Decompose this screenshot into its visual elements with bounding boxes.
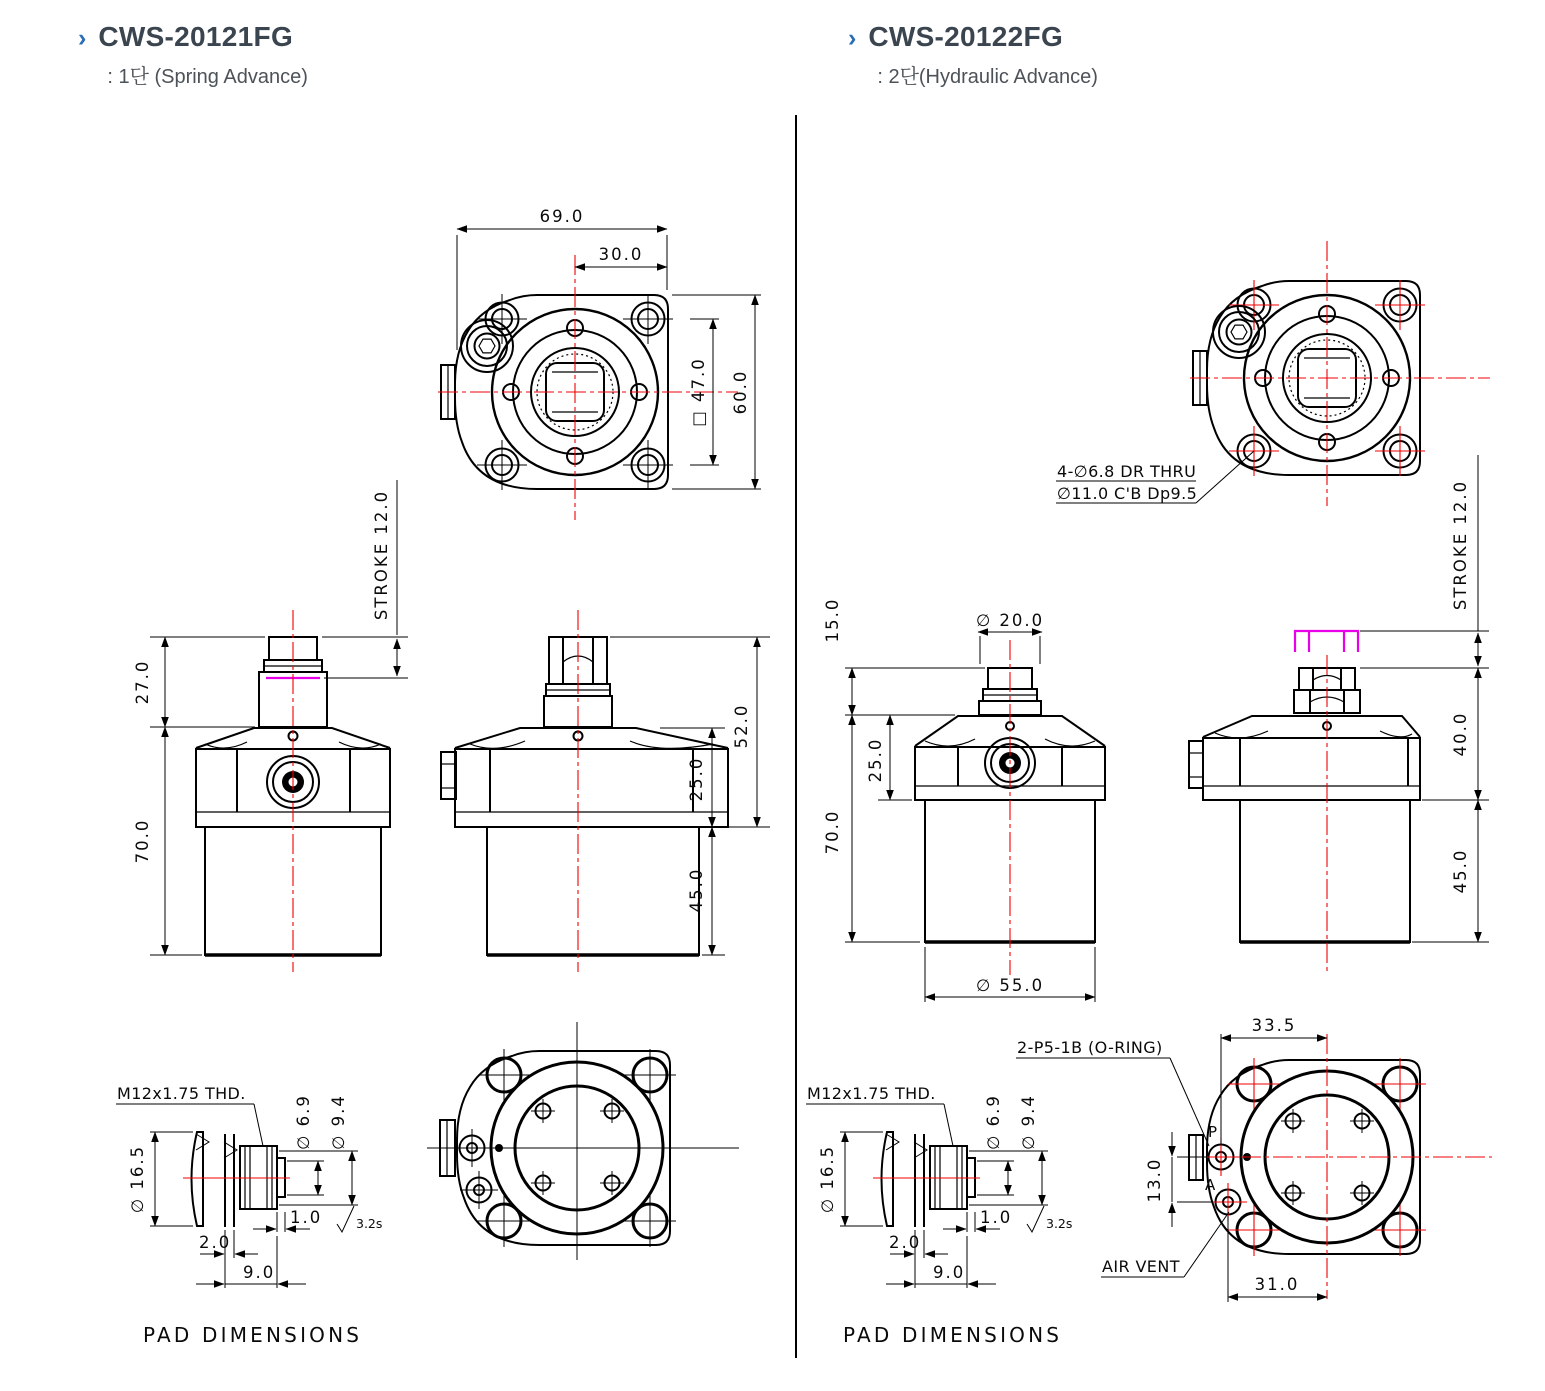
dim-plunger-height: 27.0: [133, 659, 152, 705]
dim-port-gap: 13.0: [1145, 1157, 1164, 1203]
surface-finish: 3.2s: [356, 1216, 383, 1231]
dim-body-height: 70.0: [133, 818, 152, 864]
oring-callout: 2-P5-1B (O-RING): [1017, 1038, 1163, 1057]
port-p-label: P: [1208, 1123, 1218, 1141]
dim-body-height: 70.0: [823, 809, 842, 855]
left-top-view: [438, 207, 761, 520]
right-bottom-view: [1016, 1016, 1492, 1302]
stroke-label: STROKE 12.0: [1451, 479, 1470, 611]
left-bottom-view: [427, 1022, 739, 1260]
right-front-view: [823, 598, 1105, 1002]
dim-flange-height: 25.0: [687, 756, 706, 802]
pad-thread-label: M12x1.75 THD.: [807, 1084, 936, 1103]
left-drawing: [0, 100, 795, 1391]
surface-finish: 3.2s: [1046, 1216, 1073, 1231]
dim-p-port-offset: 33.5: [1251, 1016, 1297, 1035]
air-vent-callout: AIR VENT: [1102, 1257, 1180, 1276]
dim-rod-dia: ∅ 20.0: [975, 611, 1045, 630]
bolt-hole-callout-line1: 4-∅6.8 DR THRU: [1057, 462, 1197, 481]
dim-thread-depth: 9.0: [243, 1263, 276, 1282]
dim-tip-dia: ∅ 6.9: [294, 1094, 313, 1150]
dim-plate-thickness: 2.0: [889, 1233, 922, 1252]
stroke-label: STROKE 12.0: [372, 489, 391, 621]
dim-tip-dia: ∅ 6.9: [984, 1094, 1003, 1150]
dim-thread-depth: 9.0: [933, 1263, 966, 1282]
dim-top-half-width: 30.0: [598, 245, 644, 264]
dim-pad-dia: ∅ 16.5: [128, 1144, 147, 1214]
left-pad-caption: PAD DIMENSIONS: [143, 1323, 363, 1347]
dim-a-port-offset: 31.0: [1254, 1275, 1300, 1294]
extended-stroke-phantom: [1295, 631, 1358, 652]
port-a-label: A: [1205, 1176, 1216, 1194]
right-top-view: [1056, 241, 1490, 506]
dim-pad-dia: ∅ 16.5: [818, 1144, 837, 1214]
left-product-subtitle: : 1단 (Spring Advance): [107, 65, 308, 88]
right-pad-detail: [806, 1084, 1072, 1288]
dim-upper-total: 52.0: [732, 703, 751, 749]
right-pad-caption: PAD DIMENSIONS: [843, 1323, 1063, 1347]
dim-upper-height: 40.0: [1451, 711, 1470, 757]
chevron-right-icon: ›: [78, 24, 87, 52]
dim-neck-dia: ∅ 9.4: [1019, 1094, 1038, 1150]
left-product-title: CWS-20121FG: [98, 21, 294, 52]
dim-tip-length: 1.0: [290, 1208, 323, 1227]
dim-lower-height: 45.0: [1451, 848, 1470, 894]
right-product-title: CWS-20122FG: [868, 21, 1064, 52]
dim-flange-height: 25.0: [866, 737, 885, 783]
right-product-header: [848, 22, 1098, 89]
dim-tip-length: 1.0: [980, 1208, 1013, 1227]
chevron-right-icon: ›: [848, 24, 857, 52]
dim-neck-dia: ∅ 9.4: [329, 1094, 348, 1150]
pad-thread-label: M12x1.75 THD.: [117, 1084, 246, 1103]
dim-top-width: 69.0: [539, 207, 585, 226]
dim-plate-thickness: 2.0: [199, 1233, 232, 1252]
right-side-view: [1189, 455, 1489, 975]
dim-top-height: 60.0: [731, 369, 750, 415]
bolt-hole-callout-line2: ∅11.0 C'B Dp9.5: [1057, 484, 1198, 503]
dim-body-dia: ∅ 55.0: [975, 976, 1045, 995]
left-product-header: [78, 22, 308, 89]
right-product-subtitle: : 2단(Hydraulic Advance): [877, 65, 1098, 88]
dim-bolt-square: □ 47.0: [689, 357, 708, 427]
left-front-view: [133, 480, 408, 972]
dim-rod-protrusion: 15.0: [823, 597, 842, 643]
left-pad-detail: [116, 1084, 382, 1288]
right-drawing: [795, 100, 1545, 1391]
left-side-view: [441, 610, 770, 972]
dim-lower-height: 45.0: [687, 867, 706, 913]
